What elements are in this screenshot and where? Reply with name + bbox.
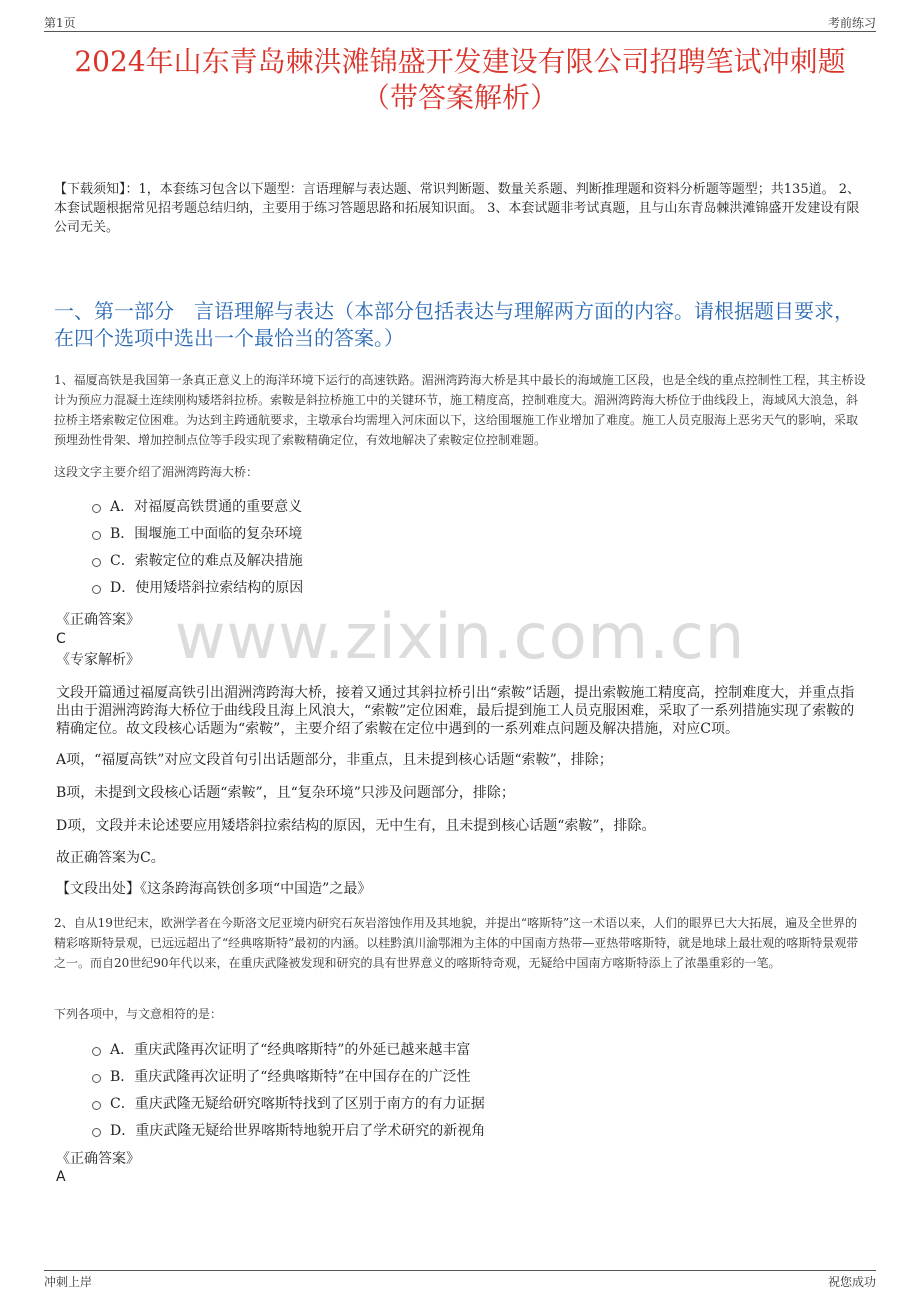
answer-value: A [56,1169,66,1185]
radio-icon[interactable] [92,1047,101,1056]
option-a[interactable] [92,1035,485,1062]
watermark: www.zixin.com.cn [174,600,746,673]
option-label: A．对福厦高铁贯通的重要意义 [110,498,303,515]
question-1-options [92,492,303,600]
radio-icon[interactable] [92,531,101,540]
question-2-stem: 下列各项中，与文意相符的是： [54,1007,223,1021]
answer-label: 《正确答案》 [56,1151,140,1167]
radio-icon[interactable] [92,558,101,567]
title-line-2: （带答案解析） [361,81,558,114]
passage-source: 【文段出处】《这条跨海高铁创多项“中国造”之最》 [56,881,372,897]
answer-label: 《正确答案》 [56,612,140,628]
question-1-passage: 1、福厦高铁是我国第一条真正意义上的海洋环境下运行的高速铁路。湄洲湾跨海大桥是其中最长的海域施工区段，也是全线的重点控制性工程，其主桥设计为预应力混凝土连续刚构矮塔斜拉桥。索鞍是斜拉桥施工中的关键环节，施工精度高，控制难度大。湄洲湾跨海大桥位于曲线段上，海域风大浪急，斜拉桥主塔索鞍定位困难。为达到主跨通航要求，主墩承台均需埋入河床面以下，这给围堰施工作业增加了难度。施工人员克服海上恶劣天气的影响，采取预埋劲性骨架、增加控制点位等手段实现了索鞍精确定位，有效地解决了索鞍定位控制难题。 [54,373,866,447]
option-label: A．重庆武隆再次证明了“经典喀斯特”的外延已越来越丰富 [110,1041,471,1058]
radio-icon[interactable] [92,1074,101,1083]
option-c[interactable] [92,546,303,573]
radio-icon[interactable] [92,1128,101,1137]
section-title: 一、第一部分 言语理解与表达（本部分包括表达与理解两方面的内容。请根据题目要求，在四个选项中选出一个最恰当的答案。） [54,299,854,350]
exclusion-d: D项，文段并未论述要应用矮塔斜拉索结构的原因，无中生有，且未提到核心话题“索鞍”，排除。 [56,818,656,834]
answer-value: C [56,631,66,647]
title-line-1: 2024年山东青岛棘洪滩锦盛开发建设有限公司招聘笔试冲刺题 [74,45,846,78]
option-d[interactable] [92,573,303,600]
footer-left-label: 冲刺上岸 [44,1275,93,1289]
radio-icon[interactable] [92,504,101,513]
option-label: C．索鞍定位的难点及解决措施 [110,552,303,569]
option-label: D．使用矮塔斜拉索结构的原因 [110,579,304,596]
question-2-options [92,1035,485,1143]
document-title [40,44,880,116]
option-label: B．重庆武隆再次证明了“经典喀斯特”在中国存在的广泛性 [110,1068,471,1085]
option-b[interactable] [92,1062,485,1089]
radio-icon[interactable] [92,1101,101,1110]
header-right-label: 考前练习 [827,16,876,30]
option-label: D．重庆武隆无疑给世界喀斯特地貌开启了学术研究的新视角 [110,1122,486,1139]
header-divider [44,31,876,32]
footer-right-label: 祝您成功 [827,1275,876,1289]
conclusion: 故正确答案为C。 [56,850,165,866]
question-1-stem: 这段文字主要介绍了湄洲湾跨海大桥： [54,465,259,479]
page-number: 第1页 [44,16,76,30]
exclusion-a: A项，“福厦高铁”对应文段首句引出话题部分，非重点，且未提到核心话题“索鞍”，排除； [56,752,613,768]
option-label: C．重庆武隆无疑给研究喀斯特找到了区别于南方的有力证据 [110,1095,485,1112]
radio-icon[interactable] [92,585,101,594]
option-b[interactable] [92,519,303,546]
option-label: B．围堰施工中面临的复杂环境 [110,525,303,542]
download-notice: 【下载须知】：1，本套练习包含以下题型：言语理解与表达题、常识判断题、数量关系题、判断推理题和资料分析题等题型；共135道。 2、本套试题根据常见招考题总结归纳，主要用于练习答题思路和拓展知识面。 3、本套试题非考试真题，且与山东青岛棘洪滩锦盛开发建设有限公司无关。 [54,182,860,235]
analysis-text: 文段开篇通过福厦高铁引出湄洲湾跨海大桥，接着又通过其斜拉桥引出“索鞍”话题，提出索鞍施工精度高，控制难度大，并重点指出由于湄洲湾跨海大桥位于曲线段且海上风浪大，“索鞍”定位困难，最后提到施工人员克服困难，采取了一系列措施实现了索鞍的精确定位。故文段核心话题为“索鞍”，主要介绍了索鞍在定位中遇到的一系列难点问题及解决措施，对应C项。 [56,685,855,737]
exclusion-b: B项，未提到文段核心话题“索鞍”，且“复杂环境”只涉及问题部分，排除； [56,785,515,801]
footer-divider [44,1270,876,1271]
analysis-label: 《专家解析》 [56,652,140,668]
option-d[interactable] [92,1116,485,1143]
option-c[interactable] [92,1089,485,1116]
option-a[interactable] [92,492,303,519]
question-2-passage: 2、自从19世纪末，欧洲学者在今斯洛文尼亚境内研究石灰岩溶蚀作用及其地貌，并提出“喀斯特”这一术语以来，人们的眼界已大大拓展，遍及全世界的精彩喀斯特景观，已远远超出了“经典喀斯特”最初的内涵。以桂黔滇川渝鄂湘为主体的中国南方热带—亚热带喀斯特，就是地球上最壮观的喀斯特景观带之一。而自20世纪90年代以来，在重庆武隆被发现和研究的具有世界意义的喀斯特奇观，无疑给中国南方喀斯特添上了浓墨重彩的一笔。 [54,916,859,970]
